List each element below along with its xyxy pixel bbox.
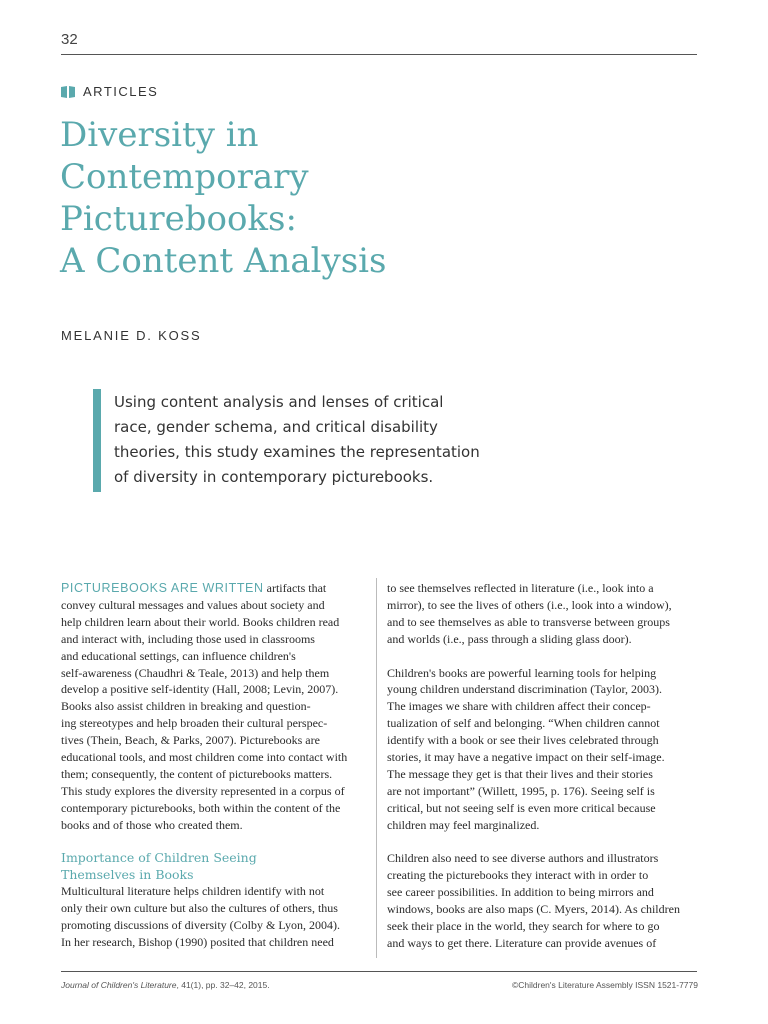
body-line: In her research, Bishop (1990) posited that children need	[61, 935, 334, 950]
body-line: windows, books are also maps (C. Myers, 2014). As children	[387, 902, 680, 917]
body-line: Children's books are powerful learning tools for helping	[387, 665, 657, 680]
title-line: Contemporary	[60, 157, 309, 197]
body-line: are not important” (Willett, 1995, p. 176). Seeing self is	[387, 783, 655, 798]
body-line: only their own culture but also the cultures of others, thus	[61, 901, 338, 916]
paragraph-gap	[61, 834, 375, 851]
page-number: 32	[61, 31, 78, 48]
body-line: to see themselves reflected in literature (i.e., look into a	[387, 581, 654, 595]
abstract	[114, 390, 494, 490]
body-line: seek their place in the world, they search for where to go	[387, 919, 660, 934]
footer-copyright: ©Children's Literature Assembly ISSN 1521-7779	[511, 980, 698, 990]
body-line: convey cultural messages and values about society and	[61, 597, 325, 612]
body-line: them; consequently, the content of picturebooks matters.	[61, 766, 333, 781]
body-line: children may feel marginalized.	[387, 817, 540, 832]
body-line: Children also need to see diverse authors and illustrators	[387, 851, 659, 866]
paragraph-gap	[387, 648, 705, 665]
abstract-line: theories, this study examines the representation	[114, 443, 480, 461]
journal-name: Journal of Children's Literature	[61, 980, 177, 990]
body-line: see career possibilities. In addition to being mirrors and	[387, 885, 654, 900]
body-line: and educational settings, can influence children's	[61, 648, 296, 663]
body-line: tualization of self and belonging. “When children cannot	[387, 716, 660, 731]
author-name: MELANIE D. KOSS	[61, 328, 202, 343]
body-line: The message they get is that their lives and their stories	[387, 766, 653, 781]
body-line: mirror), to see the lives of others (i.e., look into a window),	[387, 597, 672, 612]
top-rule	[61, 54, 697, 55]
body-line: and worlds (i.e., pass through a sliding glass door).	[387, 631, 632, 646]
body-line: educational tools, and most children come into contact with	[61, 750, 348, 765]
section-label-text: ARTICLES	[83, 84, 159, 99]
body-column-left	[61, 580, 375, 951]
body-line: critical, but not seeing self is even more critical because	[387, 800, 656, 815]
body-line: develop a positive self-identity (Hall, 2008; Levin, 2007).	[61, 682, 339, 697]
body-line	[61, 580, 375, 597]
footer-citation	[61, 980, 270, 990]
title-line: A Content Analysis	[60, 241, 387, 281]
lead-line-rest: artifacts that	[263, 581, 327, 595]
body-line: The images we share with children affect their concep-	[387, 699, 651, 714]
journal-citation: , 41(1), pp. 32–42, 2015.	[176, 980, 270, 990]
body-line: and to see themselves as able to transverse between groups	[387, 614, 670, 629]
body-line: promoting discussions of diversity (Colby & Lyon, 2004).	[61, 918, 340, 933]
column-divider	[376, 578, 377, 958]
body-line: ing stereotypes and help broaden their cultural perspec-	[61, 716, 328, 731]
abstract-line: of diversity in contemporary picturebooks.	[114, 468, 434, 486]
section-subheading: Importance of Children Seeing	[61, 850, 257, 866]
section-subheading: Themselves in Books	[61, 866, 194, 882]
body-line: help children learn about their world. Books children read	[61, 614, 340, 629]
title-line: Diversity in	[60, 115, 259, 155]
book-icon	[61, 86, 75, 98]
body-line: stories, it may have a negative impact on their self-image.	[387, 750, 665, 765]
body-line: contemporary picturebooks, both within the content of the	[61, 800, 341, 815]
abstract-accent-bar	[93, 389, 101, 492]
article-title	[60, 114, 386, 282]
abstract-line: Using content analysis and lenses of critical	[114, 393, 444, 411]
body-line: Books also assist children in breaking and question-	[61, 699, 311, 714]
body-column-right	[387, 580, 705, 952]
bottom-rule	[61, 971, 697, 972]
body-line: and interact with, including those used in classrooms	[61, 631, 315, 646]
body-line: young children understand discrimination (Taylor, 2003).	[387, 682, 662, 697]
section-label	[61, 84, 158, 99]
title-line: Picturebooks:	[60, 199, 297, 239]
body-line: and ways to get there. Literature can provide avenues of	[387, 936, 657, 950]
paragraph-gap	[387, 834, 705, 851]
abstract-line: race, gender schema, and critical disability	[114, 418, 438, 436]
body-line: tives (Thein, Beach, & Parks, 2007). Picturebooks are	[61, 733, 320, 748]
body-line: self-awareness (Chaudhri & Teale, 2013) and help them	[61, 665, 330, 680]
body-line: This study explores the diversity represented in a corpus of	[61, 783, 345, 798]
lead-in-caps: PICTUREBOOKS ARE WRITTEN	[61, 581, 264, 595]
body-line: creating the picturebooks they interact with in order to	[387, 868, 649, 883]
body-line: Multicultural literature helps children identify with not	[61, 884, 325, 899]
body-line: identify with a book or see their lives celebrated through	[387, 733, 659, 748]
body-line: books and of those who created them.	[61, 817, 243, 832]
